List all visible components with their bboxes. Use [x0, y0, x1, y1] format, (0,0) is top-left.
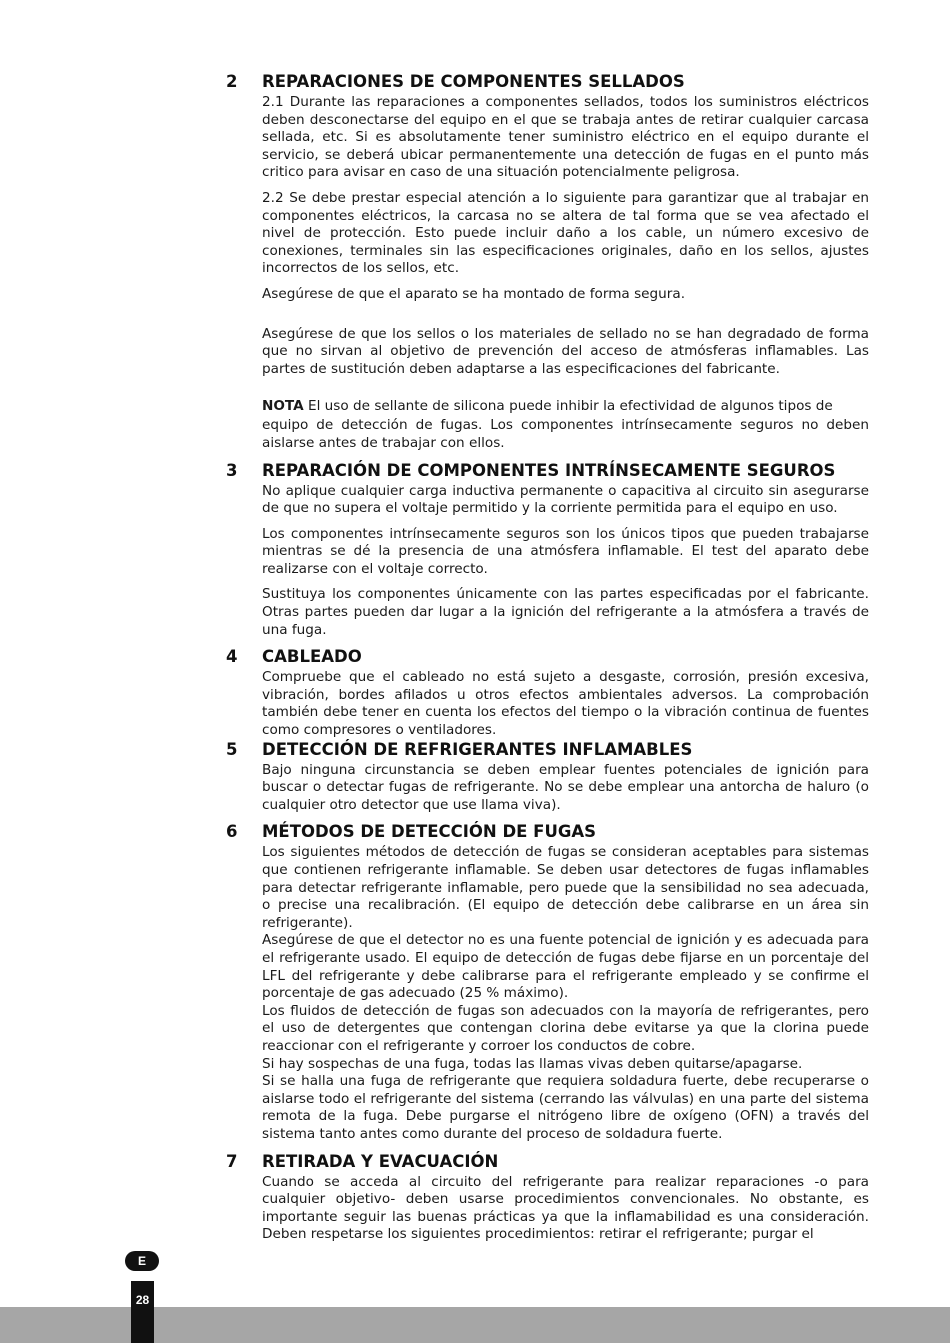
section-3 [0, 461, 950, 640]
paragraph: Los siguientes métodos de detección de fugas se consideran aceptables para sistemas que contienen refrigerante inflamable. Se deben usar detectores de fugas inflamables para detectar refrigerante inflamable, pero puede que la sensibilidad no sea adecuada, o precise una recalibración. (El equipo de detección debe calibrarse en un área sin refrigerante). [262, 844, 869, 931]
document-body [0, 72, 950, 1244]
paragraph: Asegúrese de que el detector no es una fuente potencial de ignición y es adecuada para el refrigerante usado. El equipo de detección de fugas debe fijarse en un porcentaje del LFL del refrigerante y debe calibrarse para el refrigerante empleado y se confirme el porcentaje de gas adecuado (25 % máximo). [262, 932, 869, 1002]
section-title: DETECCIÓN DE REFRIGERANTES INFLAMABLES [262, 739, 693, 759]
section-number: 6 [226, 822, 238, 842]
section-heading [0, 461, 950, 483]
section-number: 4 [226, 647, 238, 667]
section-title: RETIRADA Y EVACUACIÓN [262, 1151, 499, 1171]
paragraph: Compruebe que el cableado no está sujeto a desgaste, corrosión, presión excesiva, vibración, bordes afilados u otros efectos ambientales adversos. La comprobación también debe tener en cuenta los efectos del tiempo o la vibración continua de fuentes como compresores o ventiladores. [262, 669, 869, 739]
language-badge: E [125, 1251, 159, 1271]
paragraph: Asegúrese de que el aparato se ha montado de forma segura. [262, 285, 686, 302]
section-title: CABLEADO [262, 647, 362, 667]
page-number: 28 [135, 1293, 150, 1307]
paragraph: 2.1 Durante las reparaciones a componentes sellados, todos los suministros eléctricos deben desconectarse del equipo en el que se trabaja antes de retirar cualquier carcasa sellada, etc. Si es absolutamente tener suministro eléctrico en el equipo durante el servicio, se deberá ubicar permanentemente una detección de fugas en el punto más critico para avisar en caso de una situación potencialmente peligrosa. [262, 94, 869, 181]
paragraph: No aplique cualquier carga inductiva permanente o capacitiva al circuito sin asegurarse de que no supera el voltaje permitido y la corriente permitida para el equipo en uso. [262, 482, 869, 517]
note-continuation: equipo de detección de fugas. Los componentes intrínsecamente seguros no deben aislarse antes de trabajar con ellos. [262, 417, 869, 451]
paragraph: 2.2 Se debe prestar especial atención a lo siguiente para garantizar que al trabajar en componentes eléctricos, la carcasa no se altera de tal forma que se vea afectado el nivel de protección. Esto puede incluir daño a los cable, un número excesivo de conexiones, terminales sin las especificaciones originales, daño en los sellos, ajustes incorrectos de los sellos, etc. [262, 189, 869, 277]
paragraph: Si se halla una fuga de refrigerante que requiera soldadura fuerte, debe recuperarse o aislarse todo el refrigerante del sistema (cerrando las válvulas) en una parte del sistema remota de la fuga. Debe purgarse el nitrógeno libre de oxígeno (OFN) a través del sistema tanto antes como durante del proceso de soldadura fuerte. [262, 1073, 869, 1142]
paragraph: Los fluidos de detección de fugas son adecuados con la mayoría de refrigerantes, pero el uso de detergentes que contengan clorina debe evitarse ya que la clorina puede reaccionar con el refrigerante y corroer los conductos de cobre. [262, 1002, 869, 1054]
page-number-tab [131, 1281, 154, 1343]
section-heading [0, 740, 950, 762]
section-heading [0, 647, 950, 669]
section-title: REPARACIONES DE COMPONENTES SELLADOS [262, 72, 685, 91]
paragraph: Cuando se acceda al circuito del refrigerante para realizar reparaciones -o para cualquier objetivo- deben usarse procedimientos convencionales. No obstante, es importante seguir las buenas prácticas ya que la inflamabilidad es una consideración. Deben respetarse los siguientes procedimientos: retirar el refrigerante; purgar el [262, 1173, 869, 1243]
section-heading [0, 72, 950, 94]
section-number: 7 [226, 1151, 238, 1171]
paragraph: Si hay sospechas de una fuga, todas las llamas vivas deben quitarse/apagarse. [262, 1055, 803, 1072]
section-title: REPARACIÓN DE COMPONENTES INTRÍNSECAMENTE SEGUROS [262, 460, 836, 480]
section-heading [0, 1152, 950, 1174]
section-5 [0, 740, 950, 815]
section-7 [0, 1152, 950, 1244]
section-2 [0, 72, 950, 453]
section-number: 5 [226, 739, 238, 759]
paragraph: Asegúrese de que los sellos o los materiales de sellado no se han degradado de forma que no sirvan al objetivo de prevención del acceso de atmósferas inflamables. Las partes de sustitución deben adaptarse a las especificaciones del fabricante. [262, 325, 869, 377]
section-4 [0, 647, 950, 739]
paragraph: Los componentes intrínsecamente seguros son los únicos tipos que pueden trabajarse mientras se dé la presencia de una atmósfera inflamable. El test del aparato debe realizarse con el voltaje correcto. [262, 525, 869, 577]
note-label: NOTA [262, 398, 304, 415]
section-heading [0, 822, 950, 844]
paragraph: Bajo ninguna circunstancia se deben emplear fuentes potenciales de ignición para buscar o detectar fugas de refrigerante. No se debe emplear una antorcha de haluro (o cualquier otro detector que use llama viva). [262, 761, 869, 813]
section-title: MÉTODOS DE DETECCIÓN DE FUGAS [262, 822, 597, 842]
note-paragraph [262, 396, 869, 417]
paragraph: Sustituya los componentes únicamente con las partes especificadas por el fabricante. Otras partes pueden dar lugar a la ignición del refrigerante a la atmósfera a través de una fuga. [262, 586, 869, 638]
section-number: 3 [226, 460, 238, 480]
note-text: El uso de sellante de silicona puede inhibir la efectividad de algunos tipos de [303, 398, 833, 415]
section-number: 2 [226, 72, 238, 91]
section-6 [0, 822, 950, 1143]
